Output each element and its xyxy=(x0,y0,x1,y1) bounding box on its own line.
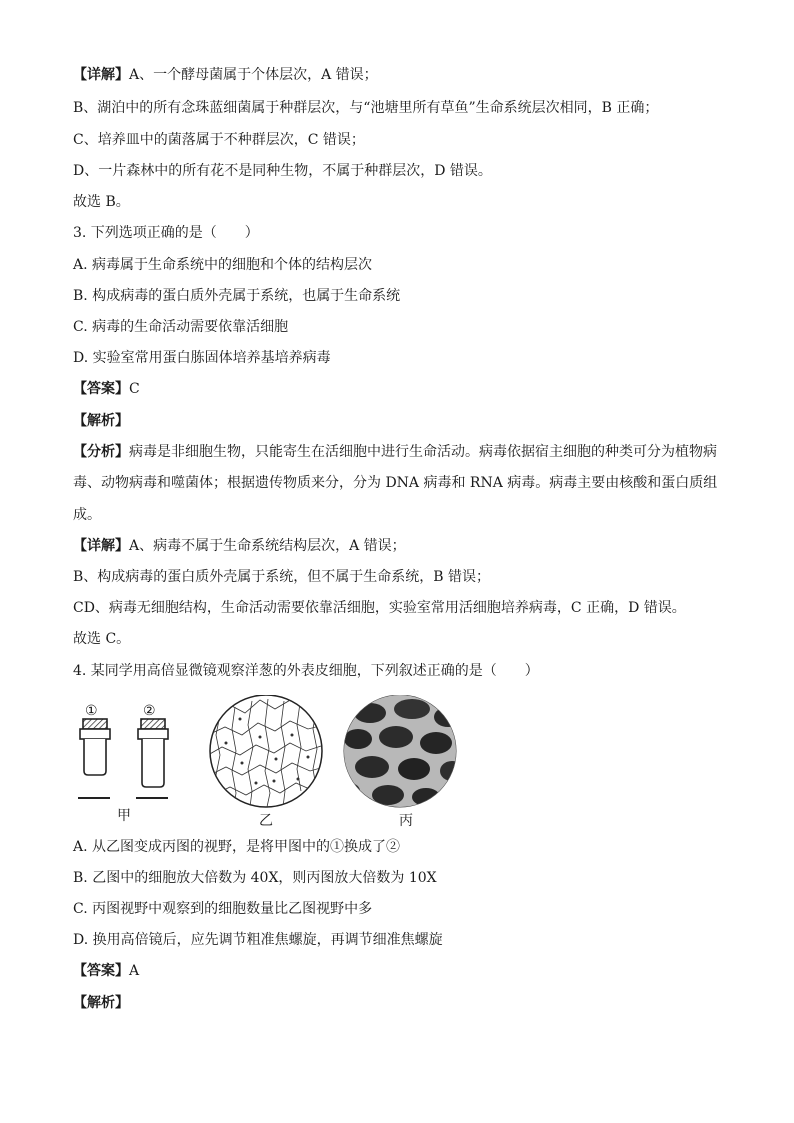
question-4-stem: 4. 某同学用高倍显微镜观察洋葱的外表皮细胞，下列叙述正确的是（ ） xyxy=(73,663,539,679)
high-magnification-view xyxy=(340,695,464,807)
option-3d: D. 实验室常用蛋白胨固体培养基培养病毒 xyxy=(73,350,331,366)
xiangjie-tag: 【详解】 xyxy=(73,538,129,554)
text-line: C、培养皿中的菌落属于不种群层次，C 错误； xyxy=(73,132,365,148)
detail-line: B、构成病毒的蛋白质外壳属于系统，但不属于生命系统，B 错误； xyxy=(73,569,491,585)
option-3b: B. 构成病毒的蛋白质外壳属于系统，也属于生命系统 xyxy=(73,288,401,304)
text-line: 故选 B。 xyxy=(73,194,130,210)
option-3c: C. 病毒的生命活动需要依靠活细胞 xyxy=(73,319,289,335)
option-4b: B. 乙图中的细胞放大倍数为 40X，则丙图放大倍数为 10X xyxy=(73,870,437,886)
option-4a: A. 从乙图变成丙图的视野，是将甲图中的①换成了② xyxy=(73,839,401,855)
answer-value: C xyxy=(129,381,140,397)
section-tag: 【详解】 xyxy=(73,67,129,83)
text-line: B、湖泊中的所有念珠蓝细菌属于种群层次，与“池塘里所有草鱼”生命系统层次相同，B 正确； xyxy=(73,100,659,116)
fenxi-tag: 【分析】 xyxy=(73,444,129,460)
objective-label-2: ② xyxy=(143,703,156,719)
analysis-line: 毒、动物病毒和噬菌体；根据遗传物质来分，分为 DNA 病毒和 RNA 病毒。病毒主要由核酸和蛋白质组 xyxy=(73,475,718,491)
line-text: A、一个酵母菌属于个体层次，A 错误； xyxy=(129,67,378,83)
analysis-line: 成。 xyxy=(73,507,101,523)
text-line xyxy=(73,65,723,85)
option-3a: A. 病毒属于生命系统中的细胞和个体的结构层次 xyxy=(73,257,373,273)
option-4d: D. 换用高倍镜后，应先调节粗准焦螺旋，再调节细准焦螺旋 xyxy=(73,932,443,948)
analysis-tag-4: 【解析】 xyxy=(73,995,129,1011)
text-line: D、一片森林中的所有花不是同种生物，不属于种群层次，D 错误。 xyxy=(73,163,492,179)
analysis-line xyxy=(73,442,723,462)
answer-3 xyxy=(73,379,723,399)
caption-jia: 甲 xyxy=(117,808,131,824)
answer-4 xyxy=(73,961,723,981)
objective-label-1: ① xyxy=(85,703,98,719)
line-text: 病毒是非细胞生物，只能寄生在活细胞中进行生命活动。病毒依据宿主细胞的种类可分为植物病 xyxy=(129,444,717,460)
detail-line: CD、病毒无细胞结构，生命活动需要依靠活细胞，实验室常用活细胞培养病毒，C 正确，D 错误。 xyxy=(73,600,686,616)
answer-tag: 【答案】 xyxy=(73,963,129,979)
objective-lens-2 xyxy=(136,719,168,798)
caption-yi: 乙 xyxy=(259,813,273,829)
option-4c: C. 丙图视野中观察到的细胞数量比乙图视野中多 xyxy=(73,901,373,917)
low-magnification-view xyxy=(208,695,324,807)
detail-line xyxy=(73,536,723,556)
detail-line: 故选 C。 xyxy=(73,631,131,647)
answer-value: A xyxy=(129,963,140,979)
line-text: A、病毒不属于生命系统结构层次，A 错误； xyxy=(129,538,406,554)
caption-bing: 丙 xyxy=(399,813,413,829)
answer-tag: 【答案】 xyxy=(73,381,129,397)
question-3-stem: 3. 下列选项正确的是（ ） xyxy=(73,225,259,241)
analysis-tag-3: 【解析】 xyxy=(73,413,129,429)
microscope-figure xyxy=(70,695,470,830)
objective-lens-1 xyxy=(78,719,110,798)
